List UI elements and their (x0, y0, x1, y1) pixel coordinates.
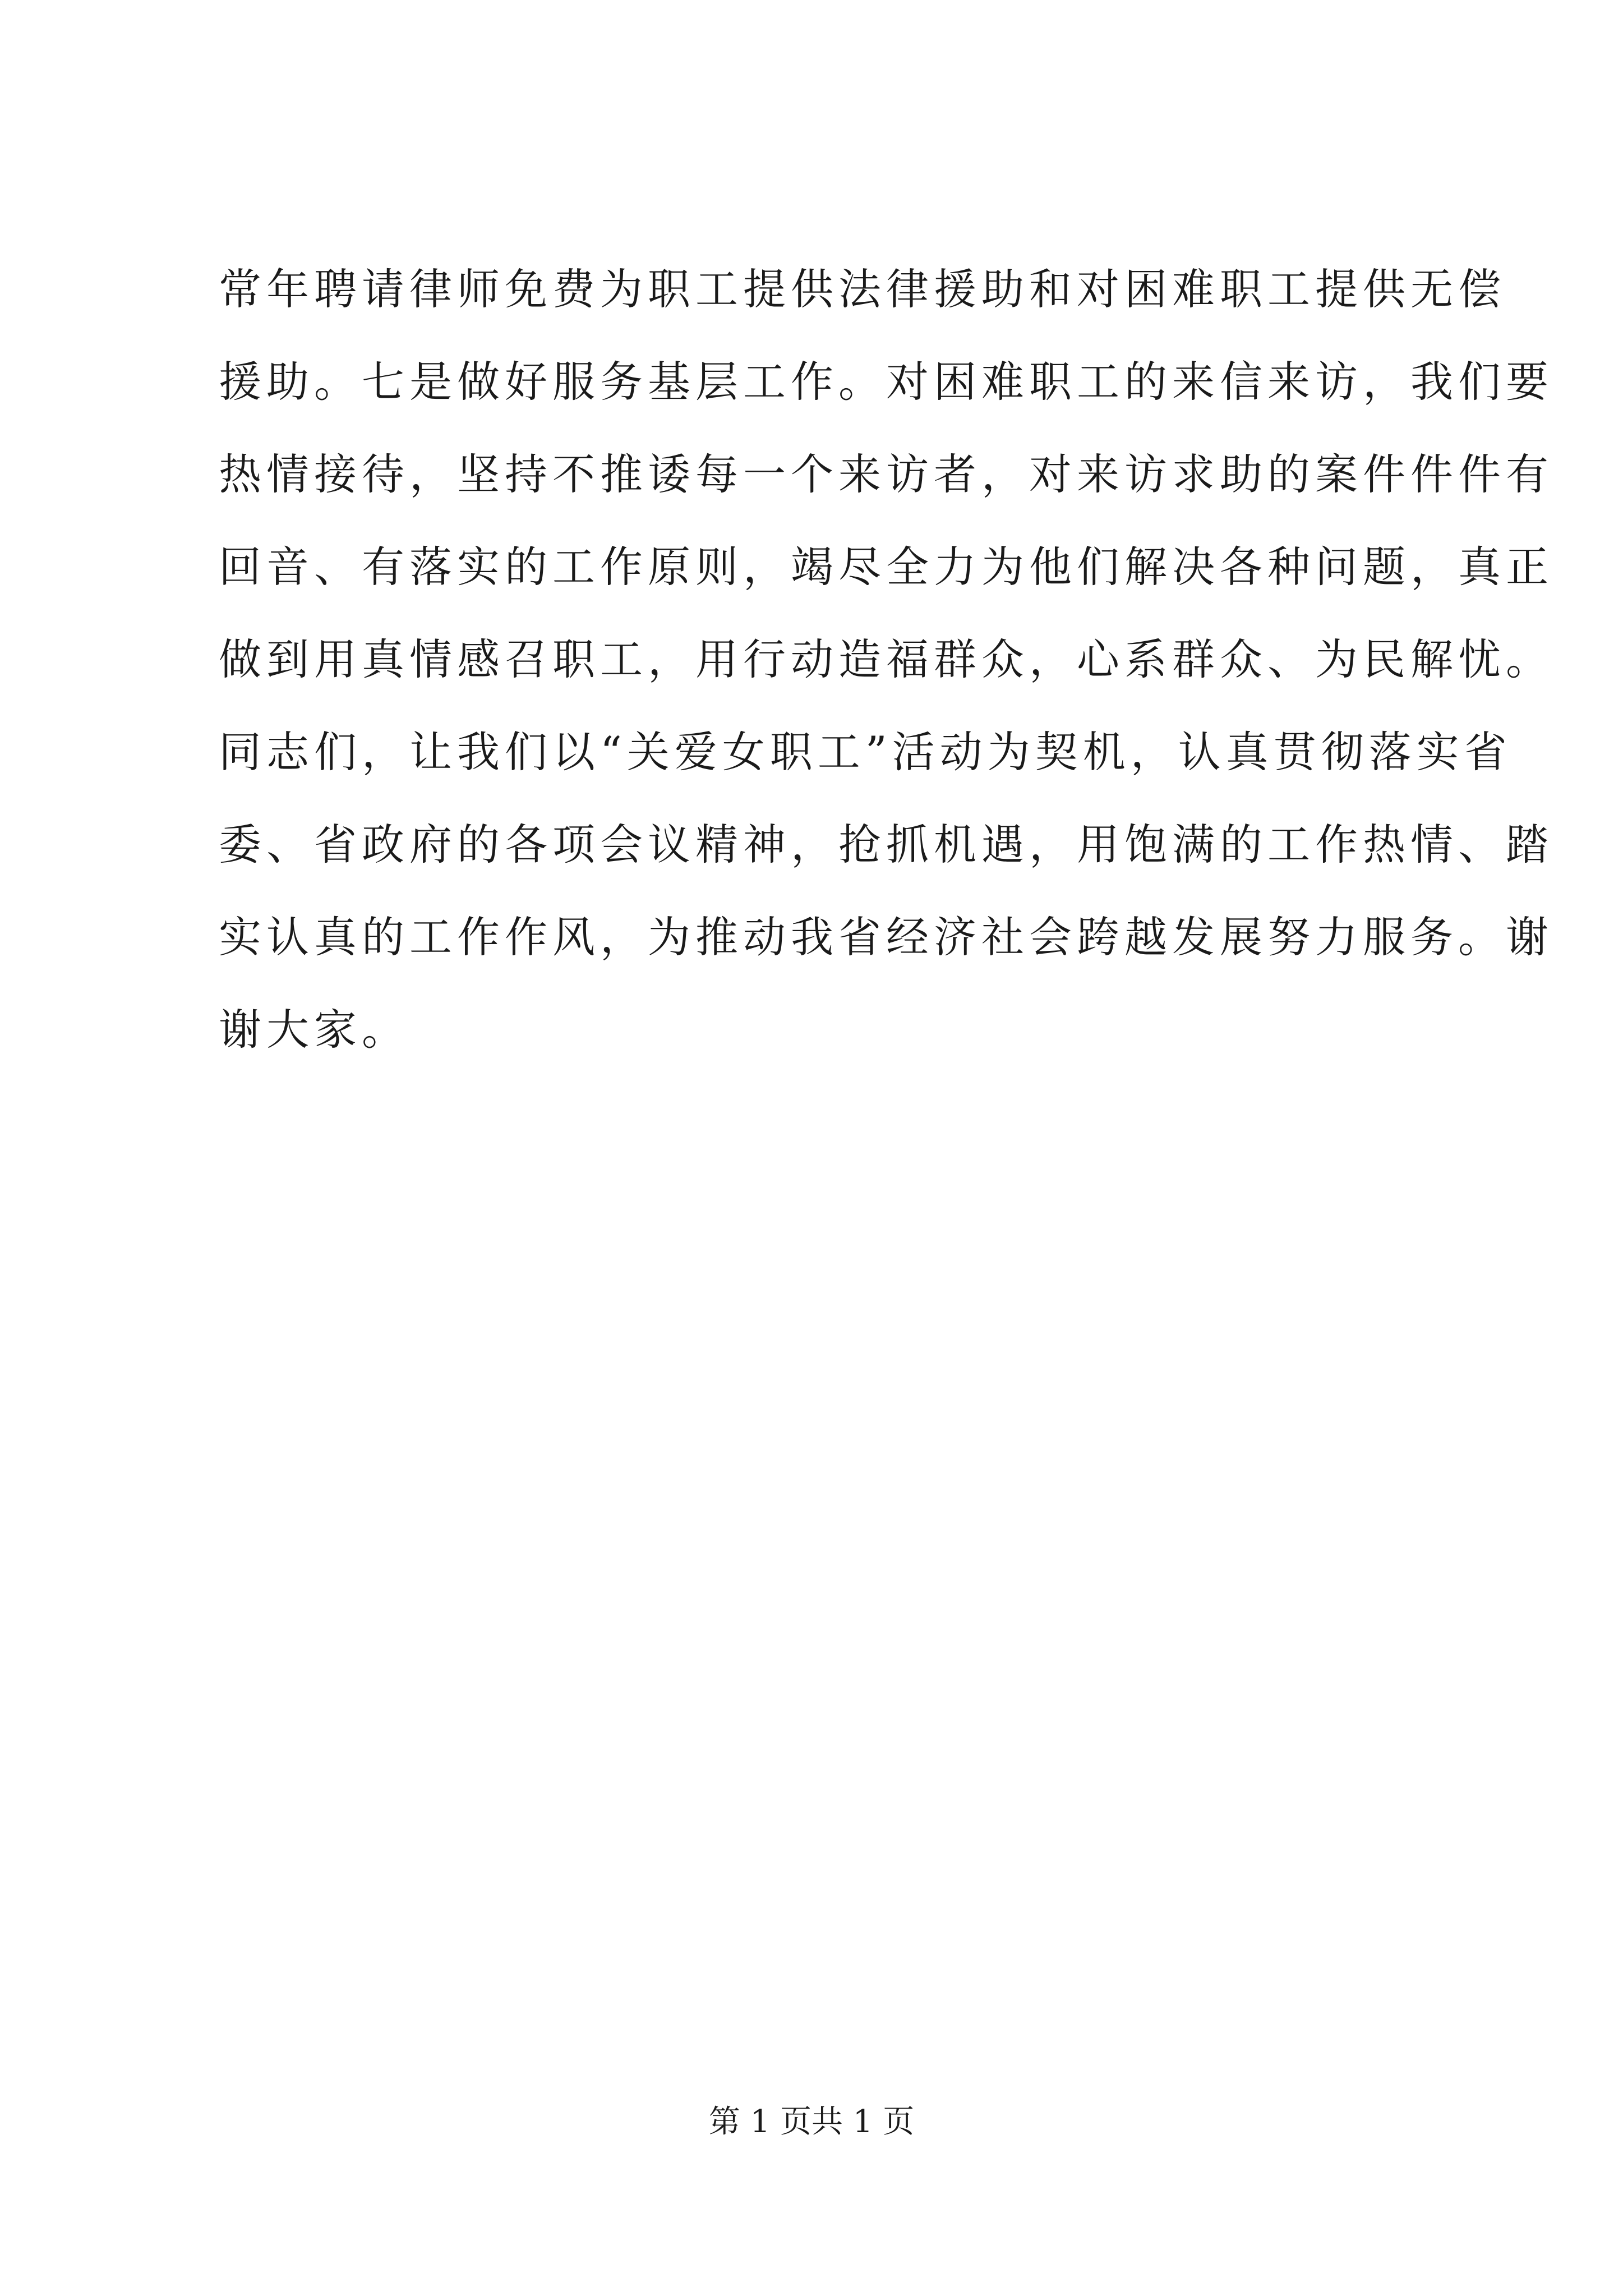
text-line: 回音、有落实的工作原则，竭尽全力为他们解决各种问题，真正 (219, 542, 1553, 592)
page-footer (0, 2102, 1623, 2142)
text-line: 常年聘请律师免费为职工提供法律援助和对困难职工提供无偿 (219, 264, 1506, 314)
text-line: 做到用真情感召职工，用行动造福群众，心系群众、为民解忧。 (219, 634, 1553, 684)
body-text (219, 264, 1553, 1097)
text-line: 援助。七是做好服务基层工作。对困难职工的来信来访，我们要 (219, 357, 1553, 407)
text-line: 热情接待，坚持不推诿每一个来访者，对来访求助的案件件件有 (219, 449, 1553, 499)
text-line: 委、省政府的各项会议精神，抢抓机遇，用饱满的工作热情、踏 (219, 820, 1553, 869)
page-number: 第 1 页 (708, 2104, 811, 2140)
page-total: 共 1 页 (811, 2104, 915, 2140)
text-line: 谢大家。 (219, 1005, 409, 1055)
text-line: 实认真的工作作风，为推动我省经济社会跨越发展努力服务。谢 (219, 912, 1553, 962)
text-line: 同志们，让我们以“关爱女职工”活动为契机，认真贯彻落实省 (219, 727, 1512, 777)
